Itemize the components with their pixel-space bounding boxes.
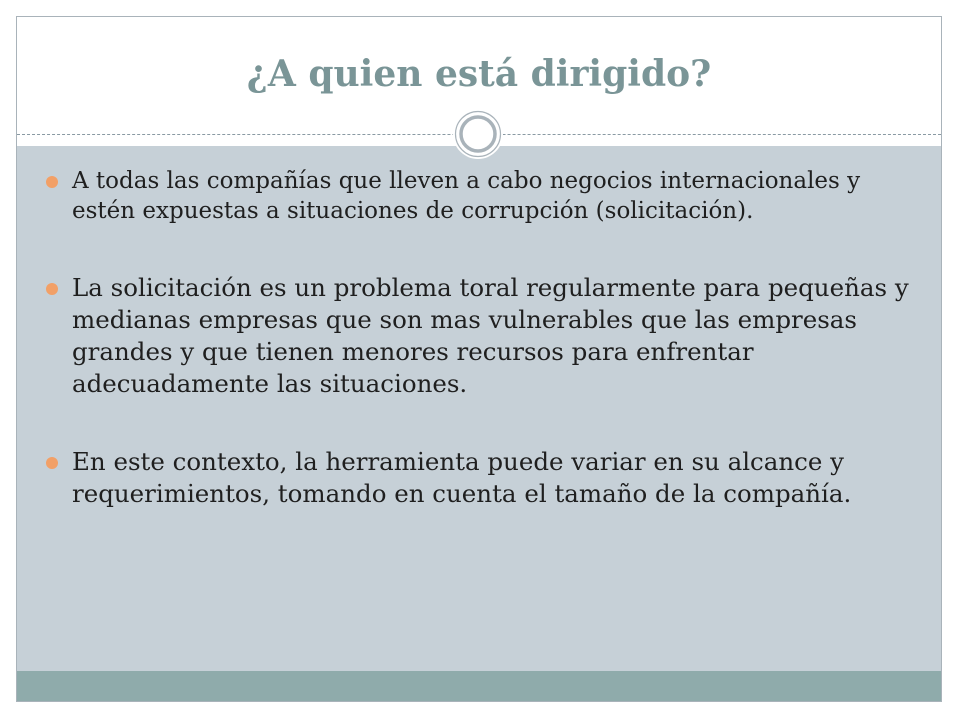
bullet-dot-icon xyxy=(46,457,58,469)
bullet-dot-icon xyxy=(46,283,58,295)
bullet-list xyxy=(46,166,916,556)
footer-band xyxy=(17,671,941,701)
bullet-dot-icon xyxy=(46,176,58,188)
bullet-item xyxy=(46,272,916,400)
bullet-item xyxy=(46,166,916,226)
slide-title: ¿A quien está dirigido? xyxy=(246,53,712,95)
bullet-text: A todas las compañías que lleven a cabo negocios internacionales y estén expuestas a situaciones de corrupción (solicitación). xyxy=(72,168,861,224)
circle-ring-icon xyxy=(452,108,504,160)
bullet-item xyxy=(46,446,916,510)
bullet-text: En este contexto, la herramienta puede variar en su alcance y requerimientos, tomando en cuenta el tamaño de la compañía. xyxy=(72,447,852,508)
bullet-text: La solicitación es un problema toral regularmente para pequeñas y medianas empresas que son mas vulnerables que las empresas grandes y que tienen menores recursos para enfrentar adecuadamente las situaciones. xyxy=(72,273,909,398)
